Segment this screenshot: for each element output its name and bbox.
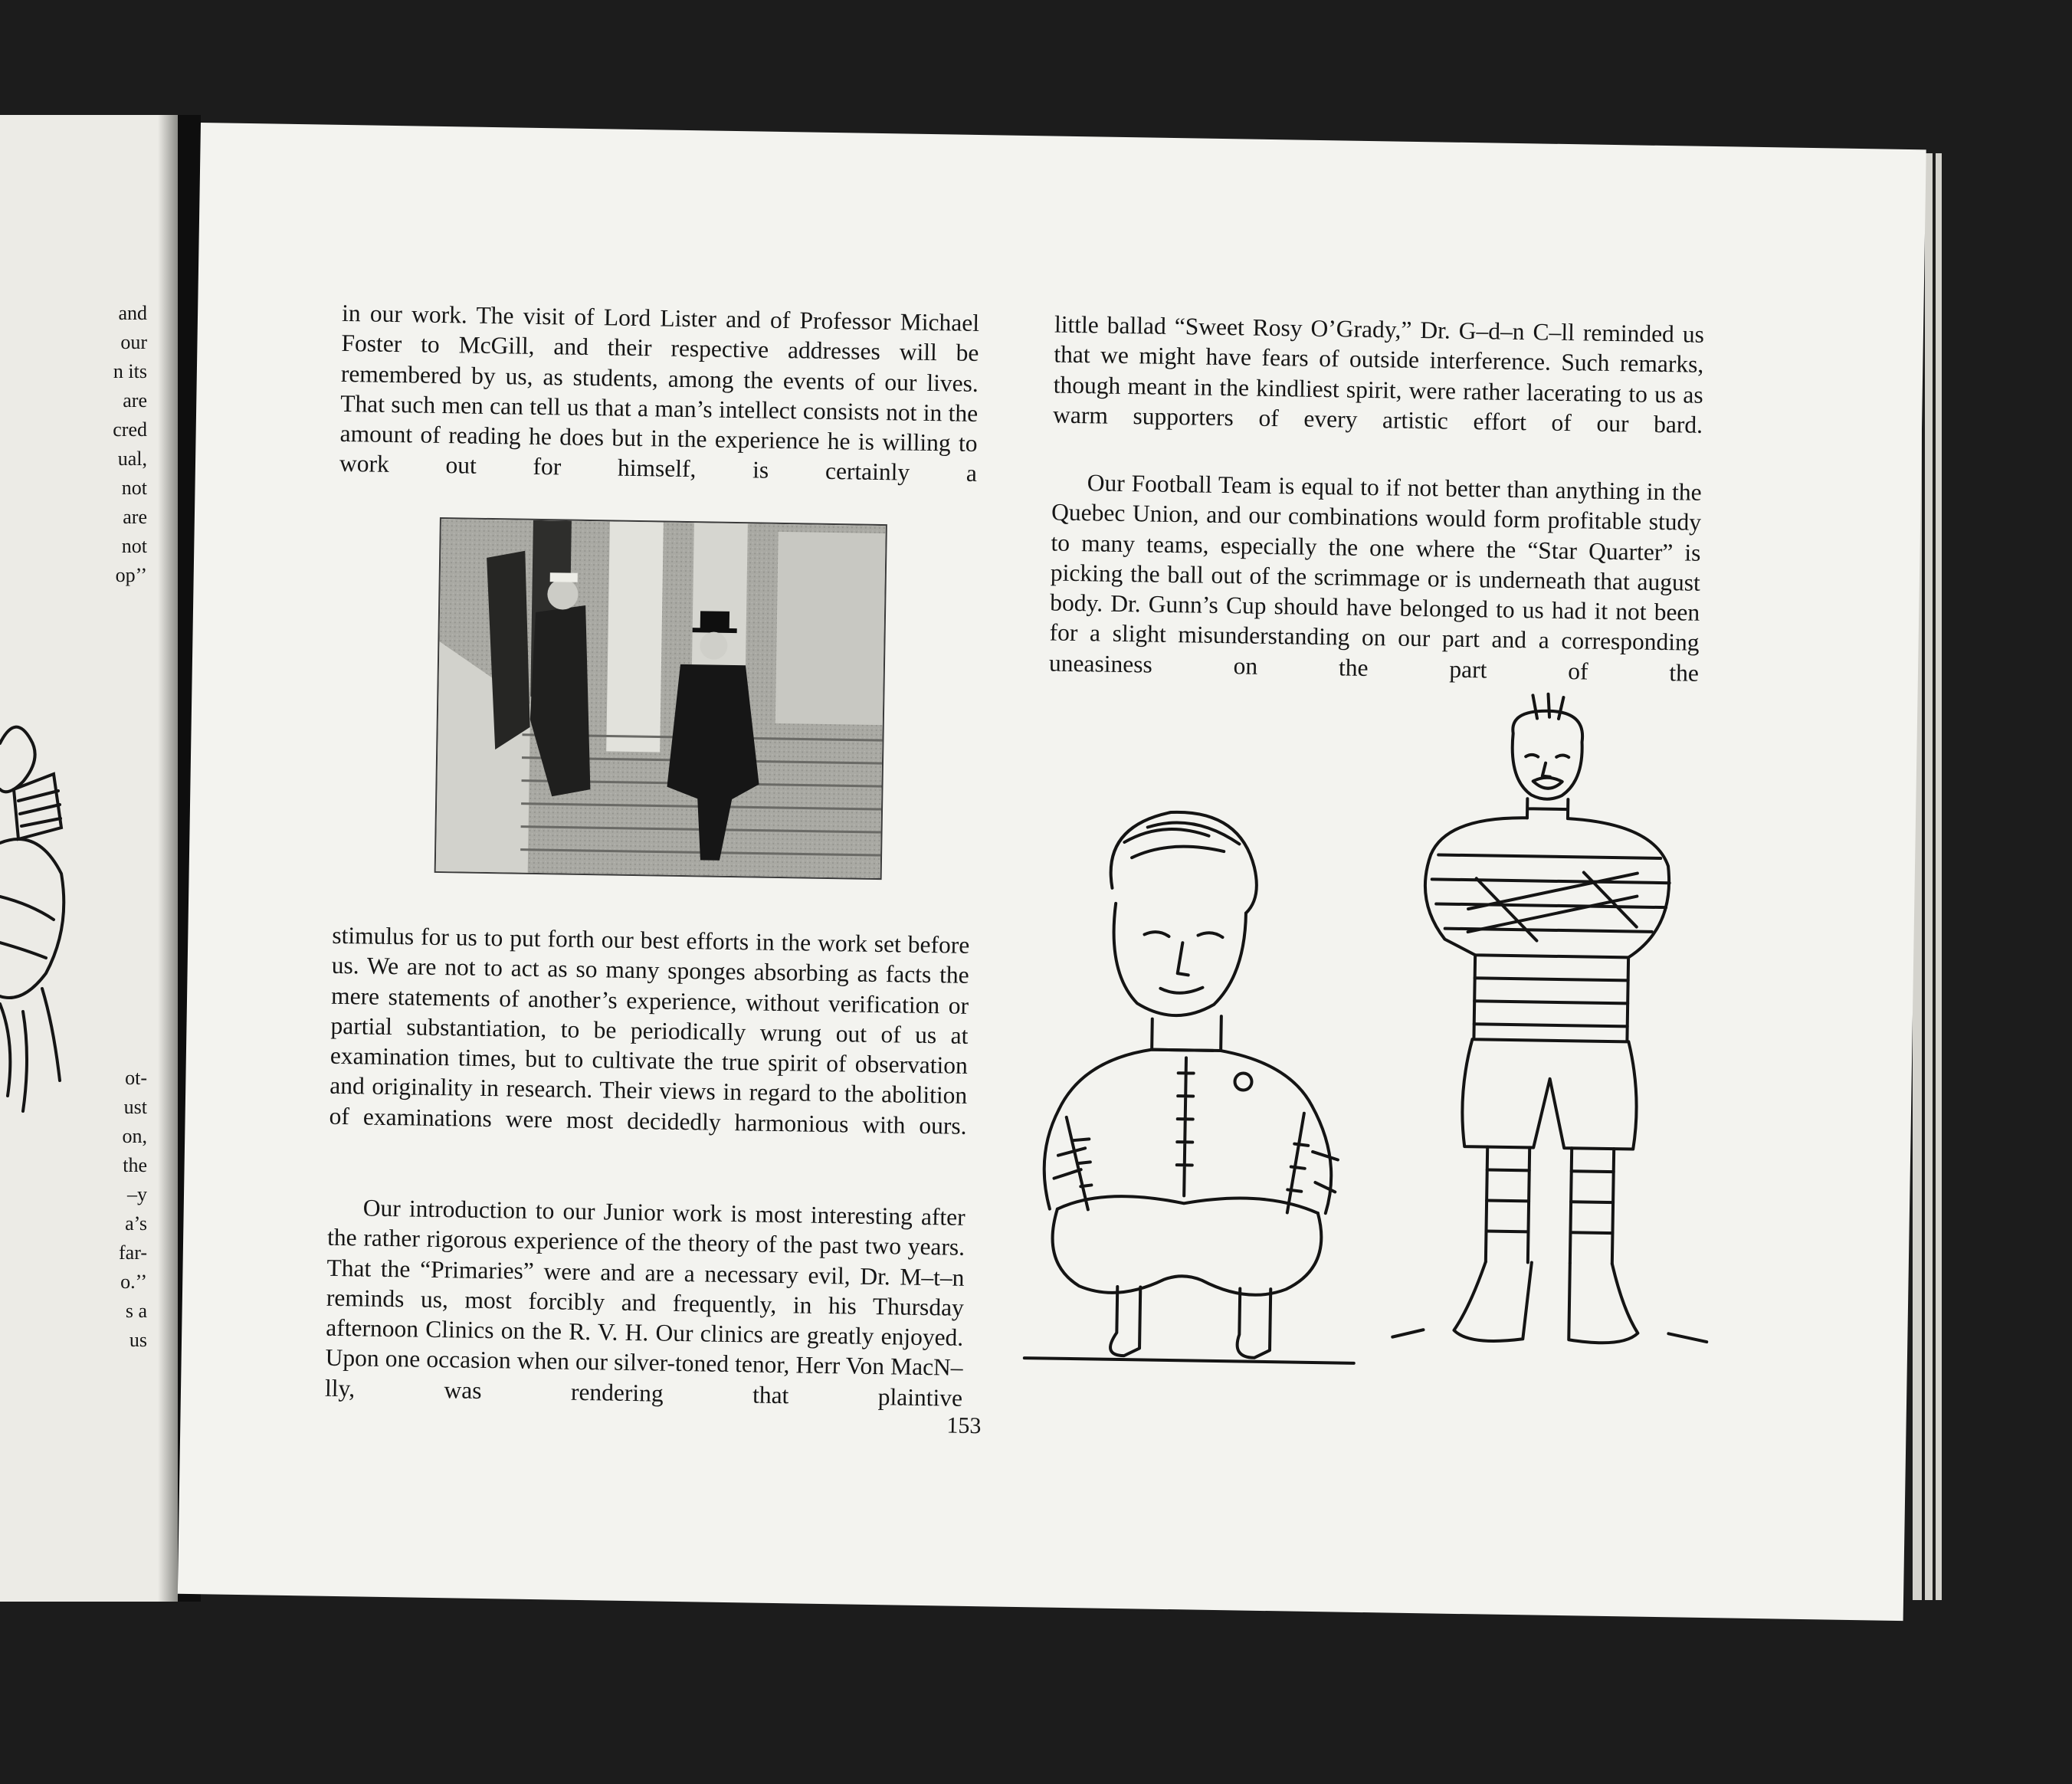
left-page-text-line: ust: [123, 1096, 147, 1118]
left-page-text-line: far-: [119, 1241, 147, 1264]
left-page-text-line: ual,: [117, 448, 147, 470]
left-page: [0, 115, 178, 1602]
column-1-paragraph-3: Our introduction to our Junior work is most interesting after the rather rigorous experience of the theory of the past two years. That the “Primaries” were and are a necessary evil, Dr. M–t–n reminds us, most forcibly and frequently, in his Thursday afternoon Clinics on the R. V. H. Our clinics are greatly enjoyed. Upon one occasion when our silver-toned tenor, Herr Von MacN–lly, was rendering that plaintive: [324, 1194, 966, 1412]
football-player-caricature-standing: [1376, 677, 1740, 1418]
left-page-text-line: on,: [122, 1125, 147, 1147]
column-2-paragraph-1: little ballad “Sweet Rosy O’Grady,” Dr. G–d–n C–ll reminded us that we might have fears of outside interference. Such remarks, though meant in the kindliest spirit, were rather lacerating to us as warm supporters of every artistic effort of our bard.: [1052, 310, 1705, 438]
left-page-text-line: not: [121, 535, 147, 557]
left-page-text-line: and: [118, 302, 147, 324]
left-page-text-line: the: [123, 1154, 147, 1176]
column-2-paragraph-2: Our Football Team is equal to if not better than anything in the Quebec Union, and our combinations would form profitable study to many teams, especially the one where the “Star Quarter” is picking the ball out of the scrimmage or is underneath that august body. Dr. Gunn’s Cup should have belonged to us had it not been for a slight misunderstanding on our part and a corresponding uneasiness on the part of the: [1048, 469, 1702, 687]
column-1-paragraph-1: in our work. The visit of Lord Lister and of Professor Michael Foster to McGill, and their respective addresses will be remembered by us, as students, among the events of our lives. That such men can tell us that a man’s intellect consists not in the amount of reading he does but in the experience he is willing to work out for himself, is certainly a: [339, 299, 980, 487]
left-page-text-line: op’’: [115, 564, 147, 586]
left-page-text-line: s a: [125, 1300, 147, 1322]
left-page-text-line: a’s: [125, 1212, 147, 1235]
left-page-text-line: ot-: [125, 1067, 147, 1089]
page-number: 153: [946, 1412, 982, 1439]
left-page-text-line: cred: [113, 418, 147, 441]
football-player-caricature-seated: [1009, 795, 1379, 1367]
photograph-lord-lister-visit: [434, 517, 887, 880]
left-page-text-line: our: [120, 331, 147, 353]
left-page-text-line: are: [123, 506, 147, 528]
left-page-text-line: not: [121, 477, 147, 499]
left-page-text-line: us: [129, 1329, 147, 1351]
left-page-text-line: –y: [127, 1183, 147, 1205]
left-page-text-line: n its: [113, 360, 147, 382]
right-page: [178, 123, 1926, 1621]
left-page-text-line: o.’’: [120, 1271, 147, 1293]
partial-cartoon-illustration: [0, 697, 77, 1126]
column-1-paragraph-2: stimulus for us to put forth our best efforts in the work set before us. We are not to act as so many sponges absorbing as facts the mere statements of another’s experience, without verification or partial substantiation, to be periodically wrung out of us at examination times, but to cultivate the true spirit of observation and originality in research. Their views in regard to the abolition of examinations were most decidedly harmonious with ours.: [329, 921, 970, 1140]
left-page-text-line: are: [123, 389, 147, 412]
